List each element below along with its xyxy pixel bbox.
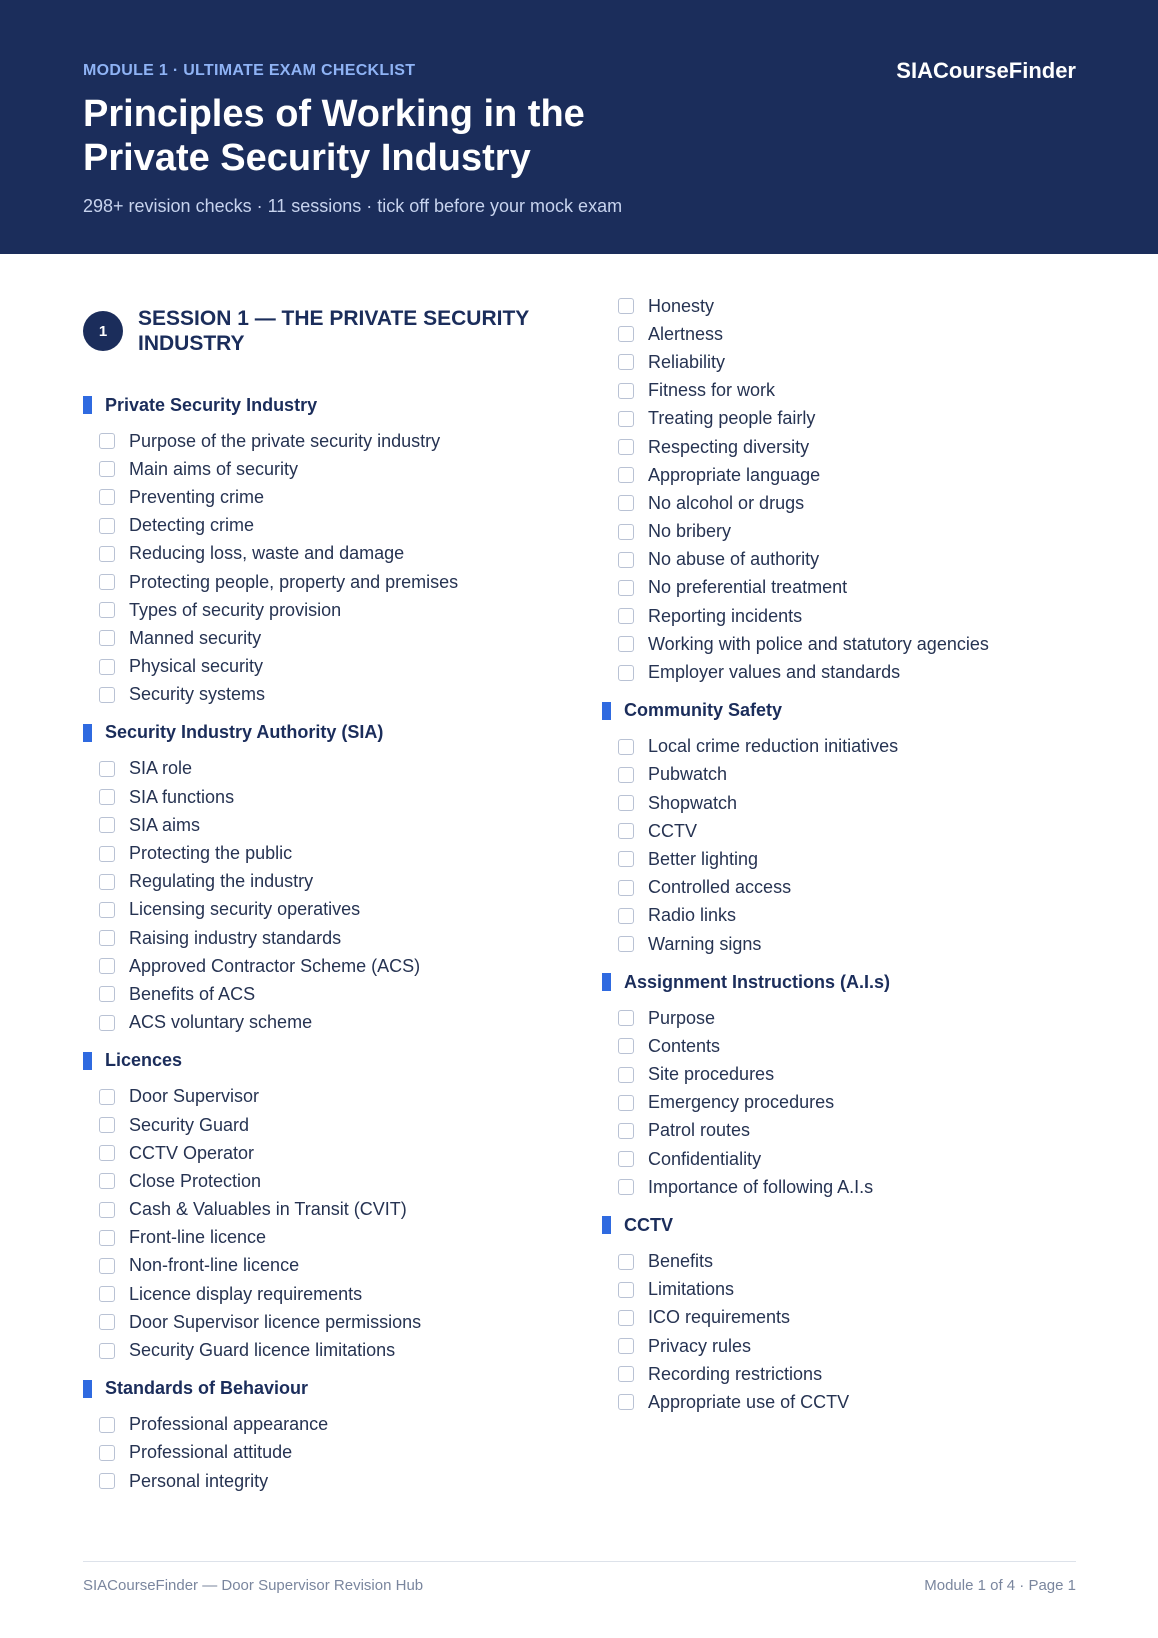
checklist-item-label: No alcohol or drugs: [648, 492, 805, 513]
checklist-item[interactable]: [83, 868, 583, 896]
checkbox[interactable]: [99, 846, 115, 862]
section-marker: [602, 973, 611, 991]
checklist-item-label: Treating people fairly: [648, 408, 816, 429]
checklist-item-label: Preventing crime: [129, 486, 265, 507]
checklist-item[interactable]: [602, 761, 1102, 789]
checklist-item[interactable]: [602, 574, 1102, 602]
checklist-item[interactable]: [83, 1139, 583, 1167]
checklist-item-label: Appropriate use of CCTV: [648, 1391, 850, 1412]
section-checklist: [83, 427, 583, 709]
section-heading: [602, 698, 1102, 724]
checkbox[interactable]: [618, 880, 634, 896]
checklist-item-label: Licensing security operatives: [129, 899, 361, 920]
checklist-item-label: Honesty: [648, 295, 715, 316]
checklist-item-label: Security systems: [129, 684, 266, 705]
checkbox[interactable]: [618, 1366, 634, 1382]
section-heading-text: Community Safety: [624, 700, 783, 721]
checklist-item-label: Confidentiality: [648, 1148, 762, 1169]
session-number-badge: 1: [83, 311, 123, 351]
checklist-item[interactable]: [602, 817, 1102, 845]
checklist-item[interactable]: [602, 1360, 1102, 1388]
footer-divider: [83, 1561, 1076, 1562]
checkbox[interactable]: [618, 1038, 634, 1054]
checklist-item-label: Benefits of ACS: [129, 983, 256, 1004]
checklist-item[interactable]: [83, 1308, 583, 1336]
checkbox[interactable]: [99, 761, 115, 777]
checkbox[interactable]: [99, 1445, 115, 1461]
checklist-item[interactable]: [83, 980, 583, 1008]
checklist-item-label: Approved Contractor Scheme (ACS): [129, 955, 421, 976]
brand-logo-text: SIACourseFinder: [896, 58, 1076, 83]
checklist-item[interactable]: [83, 1111, 583, 1139]
checkbox[interactable]: [99, 1173, 115, 1189]
checklist-item-label: Types of security provision: [129, 599, 342, 620]
checklist-item-label: Raising industry standards: [129, 927, 342, 948]
checklist-item[interactable]: [83, 811, 583, 839]
checklist-item[interactable]: [83, 924, 583, 952]
checklist-item-label: Benefits: [648, 1251, 714, 1272]
section-marker: [602, 1216, 611, 1234]
checkbox[interactable]: [618, 739, 634, 755]
checkbox[interactable]: [618, 1338, 634, 1354]
footer-page-info: Module 1 of 4 · Page 1: [924, 1577, 1076, 1594]
checklist-item-label: ACS voluntary scheme: [129, 1012, 313, 1033]
checklist-item[interactable]: [602, 902, 1102, 930]
checkbox[interactable]: [99, 958, 115, 974]
checklist-item-label: Recording restrictions: [648, 1363, 823, 1384]
continued-checklist: [602, 292, 1102, 687]
checkbox[interactable]: [618, 524, 634, 540]
checkbox[interactable]: [99, 1473, 115, 1489]
checklist-item-label: Working with police and statutory agencies: [648, 633, 989, 654]
checklist-item-label: Limitations: [648, 1279, 735, 1300]
checklist-item-label: Reporting incidents: [648, 605, 803, 626]
checklist-item-label: Cash & Valuables in Transit (CVIT): [129, 1199, 407, 1220]
checklist-item-label: Fitness for work: [648, 380, 776, 401]
checklist-item[interactable]: [83, 568, 583, 596]
checklist-item[interactable]: [83, 624, 583, 652]
session-heading: [83, 306, 583, 356]
section-marker: [83, 724, 92, 742]
checklist-item-label: Non-front-line licence: [129, 1255, 300, 1276]
checklist-item[interactable]: [602, 320, 1102, 348]
footer-left-text: SIACourseFinder — Door Supervisor Revision Hub: [83, 1577, 424, 1594]
section-heading-text: Security Industry Authority (SIA): [105, 722, 384, 743]
checkbox[interactable]: [618, 467, 634, 483]
checklist-item[interactable]: [602, 1061, 1102, 1089]
right-column: [602, 292, 1102, 1428]
checklist-item[interactable]: [602, 377, 1102, 405]
checkbox[interactable]: [99, 630, 115, 646]
checklist-item[interactable]: [602, 1247, 1102, 1275]
checklist-item-label: Door Supervisor: [129, 1086, 260, 1107]
checklist-item[interactable]: [83, 1083, 583, 1111]
checklist-item-label: Site procedures: [648, 1064, 775, 1085]
checklist-item[interactable]: [602, 874, 1102, 902]
checkbox[interactable]: [618, 823, 634, 839]
checkbox[interactable]: [618, 1179, 634, 1195]
checkbox[interactable]: [618, 552, 634, 568]
checkbox[interactable]: [99, 546, 115, 562]
section-heading-text: CCTV: [624, 1214, 673, 1235]
checkbox[interactable]: [99, 659, 115, 675]
checklist-item[interactable]: [83, 1439, 583, 1467]
checklist-item[interactable]: [602, 1388, 1102, 1416]
checklist-item-label: Importance of following A.I.s: [648, 1176, 874, 1197]
section-heading-text: Licences: [105, 1050, 183, 1071]
checklist-item-label: Radio links: [648, 905, 737, 926]
checklist-item[interactable]: [83, 839, 583, 867]
section-marker: [83, 1052, 92, 1070]
section-heading: [83, 1376, 583, 1402]
section-heading-text: Private Security Industry: [105, 394, 318, 415]
checklist-item[interactable]: [602, 658, 1102, 686]
checklist-item-label: Detecting crime: [129, 515, 255, 536]
checklist-item[interactable]: [602, 733, 1102, 761]
checklist-item-label: Professional appearance: [129, 1414, 329, 1435]
checkbox[interactable]: [99, 986, 115, 1002]
checkbox[interactable]: [618, 383, 634, 399]
checklist-item-label: Employer values and standards: [648, 662, 901, 683]
checklist-item-label: No bribery: [648, 521, 732, 542]
checklist-item-label: Manned security: [129, 627, 262, 648]
checklist-item[interactable]: [83, 896, 583, 924]
section-checklist: [83, 755, 583, 1037]
checklist-item-label: Pubwatch: [648, 764, 728, 785]
checklist-item[interactable]: [83, 783, 583, 811]
checkbox[interactable]: [99, 687, 115, 703]
checklist-item-label: Main aims of security: [129, 458, 299, 479]
section-heading: [602, 1212, 1102, 1238]
checklist-item-label: Reducing loss, waste and damage: [129, 543, 405, 564]
section-marker: [83, 1380, 92, 1398]
checklist-item[interactable]: [83, 455, 583, 483]
checklist-item[interactable]: [83, 1280, 583, 1308]
checkbox[interactable]: [99, 1417, 115, 1433]
checklist-item-label: Better lighting: [648, 848, 759, 869]
section-marker: [602, 702, 611, 720]
checkbox[interactable]: [99, 1202, 115, 1218]
checklist-item[interactable]: [602, 1304, 1102, 1332]
checklist-item-label: SIA aims: [129, 814, 201, 835]
checkbox[interactable]: [618, 936, 634, 952]
checkbox[interactable]: [99, 1015, 115, 1031]
checkbox[interactable]: [618, 439, 634, 455]
checklist-item[interactable]: [83, 1411, 583, 1439]
checklist-item-label: SIA role: [129, 758, 193, 779]
checklist-item[interactable]: [602, 930, 1102, 958]
checkbox[interactable]: [99, 789, 115, 805]
session-title: SESSION 1 — THE PRIVATE SECURITY INDUSTRY: [138, 307, 529, 355]
checklist-item-label: ICO requirements: [648, 1307, 791, 1328]
checklist-item-label: Close Protection: [129, 1170, 262, 1191]
checkbox[interactable]: [99, 1145, 115, 1161]
checkbox[interactable]: [618, 851, 634, 867]
section-heading: [83, 720, 583, 746]
checkbox[interactable]: [99, 817, 115, 833]
page-title: Principles of Working in the Private Security Industry: [83, 93, 585, 179]
checkbox[interactable]: [99, 1258, 115, 1274]
checkbox[interactable]: [99, 1286, 115, 1302]
checklist-item-label: Privacy rules: [648, 1335, 752, 1356]
checklist-item[interactable]: [83, 540, 583, 568]
checklist-item-label: Front-line licence: [129, 1227, 267, 1248]
checklist-item[interactable]: [602, 518, 1102, 546]
checklist-item-label: No preferential treatment: [648, 577, 848, 598]
section-checklist: [602, 733, 1102, 959]
checklist-item-label: Emergency procedures: [648, 1092, 835, 1113]
checklist-item-label: Shopwatch: [648, 792, 738, 813]
checkbox[interactable]: [99, 602, 115, 618]
checklist-item-label: Purpose of the private security industry: [129, 430, 441, 451]
checkbox[interactable]: [618, 354, 634, 370]
checklist-item[interactable]: [83, 596, 583, 624]
checklist-item[interactable]: [83, 681, 583, 709]
checkbox[interactable]: [99, 1343, 115, 1359]
checklist-item[interactable]: [83, 653, 583, 681]
checkbox[interactable]: [618, 636, 634, 652]
checklist-item[interactable]: [602, 789, 1102, 817]
checkbox[interactable]: [618, 298, 634, 314]
section-checklist: [602, 1247, 1102, 1416]
checkbox[interactable]: [618, 795, 634, 811]
checkbox[interactable]: [99, 874, 115, 890]
module-eyebrow: MODULE 1 · ULTIMATE EXAM CHECKLIST: [83, 62, 416, 79]
checklist-item[interactable]: [83, 755, 583, 783]
checklist-item[interactable]: [602, 1145, 1102, 1173]
checklist-item[interactable]: [602, 1173, 1102, 1201]
checkbox[interactable]: [618, 1282, 634, 1298]
checklist-item[interactable]: [83, 512, 583, 540]
checkbox[interactable]: [618, 580, 634, 596]
checkbox[interactable]: [618, 1254, 634, 1270]
checklist-item-label: CCTV: [648, 820, 697, 841]
checkbox[interactable]: [99, 930, 115, 946]
checkbox[interactable]: [99, 518, 115, 534]
checklist-item-label: Local crime reduction initiatives: [648, 736, 899, 757]
checklist-item[interactable]: [602, 348, 1102, 376]
checklist-item-label: Purpose: [648, 1007, 716, 1028]
checklist-item-label: Alertness: [648, 323, 724, 344]
checkbox[interactable]: [99, 489, 115, 505]
checklist-item[interactable]: [602, 405, 1102, 433]
section-marker: [83, 396, 92, 414]
left-column: [83, 302, 583, 1506]
section-checklist: [602, 1004, 1102, 1201]
checklist-item-label: Contents: [648, 1035, 721, 1056]
checkbox[interactable]: [618, 1310, 634, 1326]
checklist-item-label: Patrol routes: [648, 1120, 751, 1141]
checklist-item-label: CCTV Operator: [129, 1142, 255, 1163]
checklist-item[interactable]: [602, 1117, 1102, 1145]
checklist-item-label: Protecting people, property and premises: [129, 571, 459, 592]
checklist-item[interactable]: [83, 1009, 583, 1037]
checklist-item[interactable]: [83, 1196, 583, 1224]
checklist-item[interactable]: [602, 1276, 1102, 1304]
checkbox[interactable]: [618, 326, 634, 342]
checklist-item[interactable]: [83, 1336, 583, 1364]
checklist-item-label: Security Guard: [129, 1114, 250, 1135]
page-header: [0, 0, 1158, 254]
checklist-item[interactable]: [602, 1032, 1102, 1060]
checklist-item-label: Appropriate language: [648, 464, 821, 485]
checklist-item[interactable]: [602, 845, 1102, 873]
checkbox[interactable]: [618, 767, 634, 783]
section-heading-text: Assignment Instructions (A.I.s): [624, 971, 891, 992]
checklist-item[interactable]: [83, 1224, 583, 1252]
checklist-item[interactable]: [602, 630, 1102, 658]
checklist-item-label: No abuse of authority: [648, 549, 820, 570]
checkbox[interactable]: [618, 608, 634, 624]
checklist-item-label: Door Supervisor licence permissions: [129, 1311, 422, 1332]
checklist-item[interactable]: [602, 433, 1102, 461]
checklist-item[interactable]: [83, 1167, 583, 1195]
checklist-item-label: Reliability: [648, 351, 726, 372]
checkbox[interactable]: [618, 665, 634, 681]
checklist-item-label: Respecting diversity: [648, 436, 810, 457]
checklist-item[interactable]: [602, 1089, 1102, 1117]
checklist-item[interactable]: [602, 602, 1102, 630]
checklist-item[interactable]: [602, 461, 1102, 489]
checkbox[interactable]: [618, 1394, 634, 1410]
checklist-item[interactable]: [602, 1332, 1102, 1360]
checkbox[interactable]: [99, 574, 115, 590]
checklist-item-label: SIA functions: [129, 786, 235, 807]
checkbox[interactable]: [618, 411, 634, 427]
section-heading-text: Standards of Behaviour: [105, 1378, 309, 1399]
checkbox[interactable]: [99, 1089, 115, 1105]
checkbox[interactable]: [618, 1095, 634, 1111]
checklist-item-label: Controlled access: [648, 877, 792, 898]
checklist-item[interactable]: [83, 427, 583, 455]
checklist-item[interactable]: [83, 1467, 583, 1495]
checkbox[interactable]: [99, 1314, 115, 1330]
checklist-item[interactable]: [602, 489, 1102, 517]
section-checklist: [83, 1411, 583, 1496]
checkbox[interactable]: [618, 495, 634, 511]
checklist-item-label: Protecting the public: [129, 843, 293, 864]
section-heading: [83, 1048, 583, 1074]
checklist-item-label: Warning signs: [648, 933, 762, 954]
page-subtitle: 298+ revision checks · 11 sessions · tick off before your mock exam: [83, 196, 623, 216]
checkbox[interactable]: [618, 1010, 634, 1026]
checklist-item[interactable]: [602, 292, 1102, 320]
checkbox[interactable]: [618, 908, 634, 924]
checkbox[interactable]: [99, 1230, 115, 1246]
checklist-item-label: Physical security: [129, 656, 264, 677]
checkbox[interactable]: [618, 1123, 634, 1139]
section-checklist: [83, 1083, 583, 1365]
checklist-item[interactable]: [83, 1252, 583, 1280]
checkbox[interactable]: [618, 1067, 634, 1083]
checklist-item-label: Professional attitude: [129, 1442, 293, 1463]
checkbox[interactable]: [99, 433, 115, 449]
checklist-item[interactable]: [83, 952, 583, 980]
checklist-item[interactable]: [602, 1004, 1102, 1032]
checklist-item-label: Licence display requirements: [129, 1283, 363, 1304]
checklist-item-label: Personal integrity: [129, 1470, 269, 1491]
checkbox[interactable]: [99, 1117, 115, 1133]
checklist-item-label: Regulating the industry: [129, 871, 314, 892]
checkbox[interactable]: [99, 902, 115, 918]
checkbox[interactable]: [99, 461, 115, 477]
section-heading: [83, 392, 583, 418]
checklist-item[interactable]: [83, 483, 583, 511]
checklist-item[interactable]: [602, 546, 1102, 574]
checkbox[interactable]: [618, 1151, 634, 1167]
section-heading: [602, 969, 1102, 995]
checklist-item-label: Security Guard licence limitations: [129, 1340, 396, 1361]
